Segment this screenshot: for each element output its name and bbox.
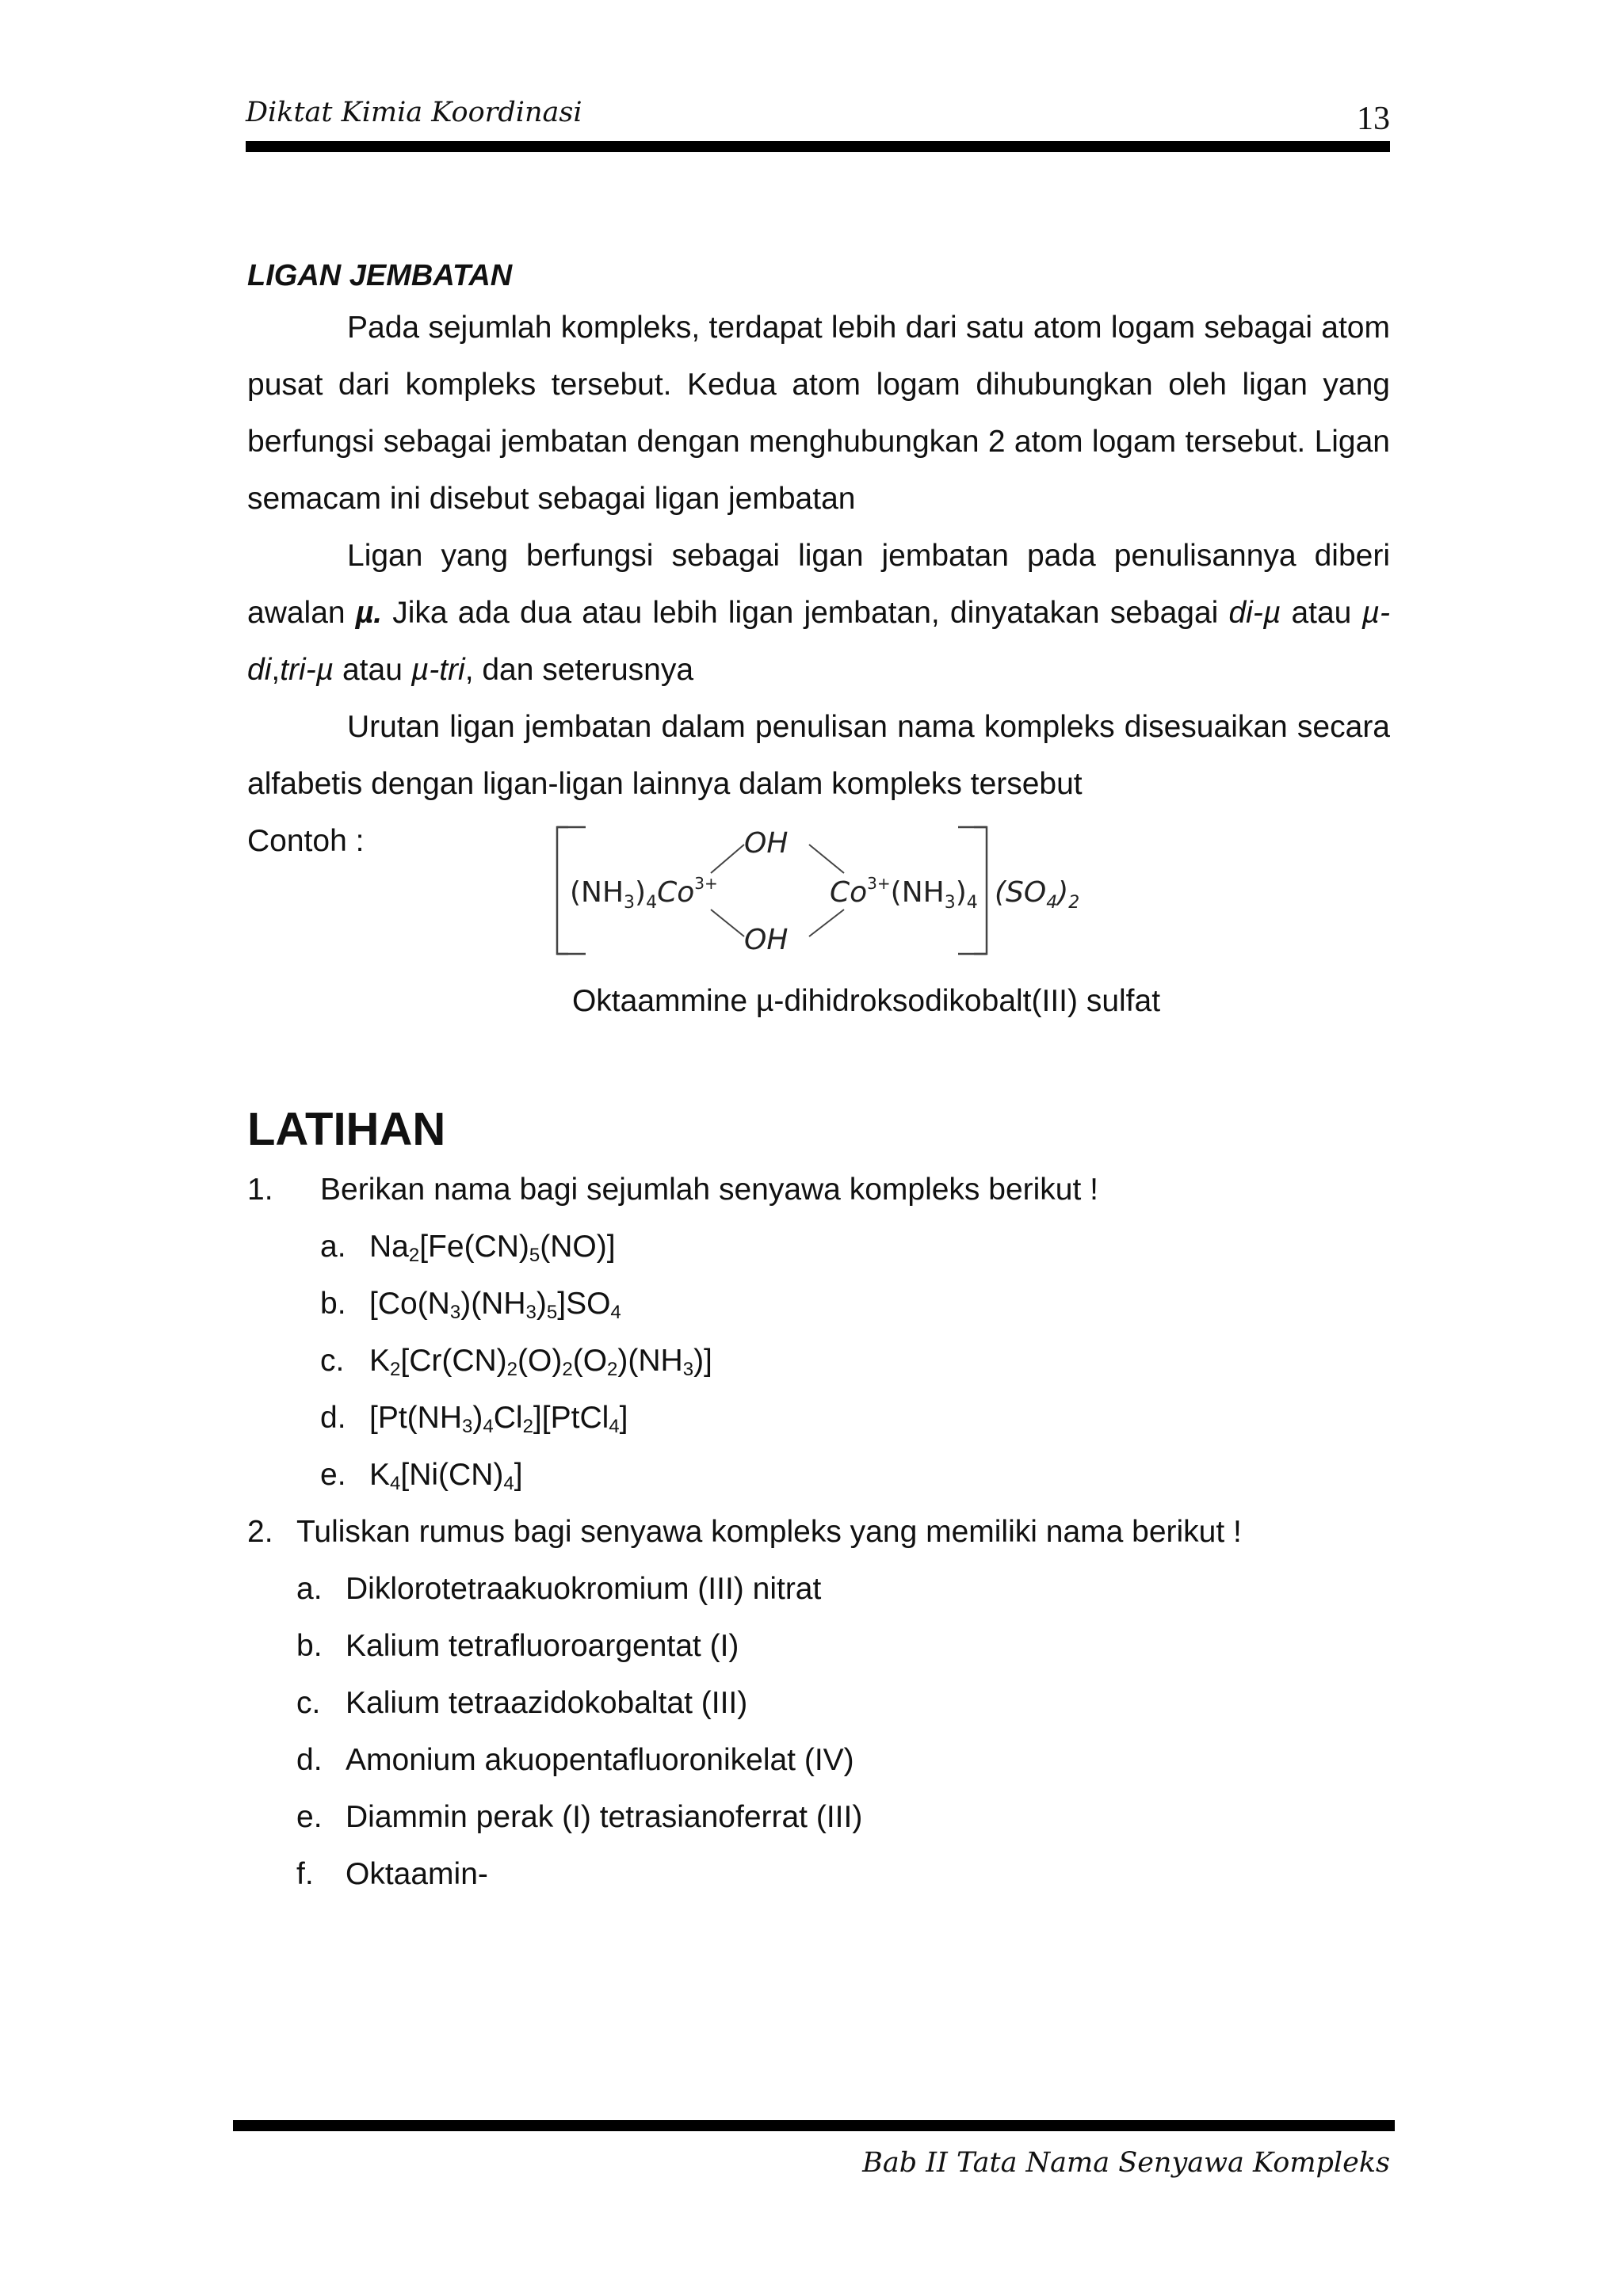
bridged-complex-formula xyxy=(554,818,1093,968)
q2-item-d: d. Amonium akuopentafluoronikelat (IV) xyxy=(296,1743,854,1777)
q2-item-e: e. Diammin perak (I) tetrasianoferrat (III) xyxy=(296,1800,863,1834)
question-2 xyxy=(247,1504,1390,1561)
bond-left-top xyxy=(711,845,744,873)
svg-text:Co3+(NH3)4: $Co^{3+}(NH_3)_4$ xyxy=(830,874,978,913)
bond-left-bottom xyxy=(711,910,744,936)
svg-text:OH xyxy=(744,827,788,860)
footer-rule xyxy=(233,2120,1395,2131)
left-cobalt: Co xyxy=(657,876,695,909)
example-caption: Oktaammine µ-dihidroksodikobalt(III) sulfat xyxy=(571,984,1161,1018)
header-rule xyxy=(246,141,1390,152)
prefix-di-mu: di-µ xyxy=(1228,596,1281,630)
bond-right-top xyxy=(809,845,844,873)
q1-item-e: e. $K_4[Ni(CN)_4]$ xyxy=(320,1458,523,1494)
prefix-mu-di: µ-di xyxy=(247,596,1391,687)
left-bracket xyxy=(557,827,568,954)
q2-item-c: c. Kalium tetraazidokobaltat (III) xyxy=(296,1686,748,1720)
paragraph-prefix xyxy=(247,528,1390,699)
sulfate-ion: (SO xyxy=(995,876,1047,909)
q2-item-b: b. Kalium tetrafluoroargentat (I) xyxy=(296,1629,739,1663)
svg-text:OH xyxy=(744,924,788,956)
q1-item-a: a. $Na_2[Fe(CN)_5(NO)]$ xyxy=(320,1230,616,1266)
bridge-oh-top: OH xyxy=(744,827,789,860)
mu-symbol: µ. xyxy=(355,596,383,630)
prefix-tri-mu: tri-µ xyxy=(280,653,334,687)
prefix-text-5: atau xyxy=(334,653,411,687)
page-number: 13 xyxy=(1357,101,1390,137)
bond-right-bottom xyxy=(809,910,844,936)
svg-text:(NH3)4Co3+: $(NH_3)_4Co^{3+}$ xyxy=(570,874,718,913)
question-1-text: Berikan nama bagi sejumlah senyawa kompleks berikut ! xyxy=(320,1173,1098,1207)
right-bracket xyxy=(974,827,987,954)
svg-text:(SO4)2: $(SO_4)_2$ xyxy=(995,876,1080,913)
example-label: Contoh : xyxy=(247,824,365,858)
question-2-number: 2. xyxy=(247,1515,273,1549)
bridge-oh-bottom: OH xyxy=(744,924,789,956)
prefix-text-2: Jika ada dua atau lebih ligan jembatan, dinyatakan sebagai xyxy=(382,596,1229,630)
prefix-mu-tri: µ-tri xyxy=(411,653,465,687)
q1-item-c: c. $K_2[Cr(CN)_2(O)_2(O_2)(NH_3)]$ xyxy=(320,1344,712,1380)
question-1-number: 1. xyxy=(247,1173,273,1207)
prefix-text-4: , xyxy=(271,653,281,687)
right-cobalt: Co xyxy=(830,876,868,909)
footer-title: Bab II Tata Nama Senyawa Kompleks xyxy=(862,2147,1390,2179)
header-title: Diktat Kimia Koordinasi xyxy=(246,97,582,128)
section-title: LIGAN JEMBATAN xyxy=(247,259,513,292)
latihan-title: LATIHAN xyxy=(247,1104,446,1155)
page-content xyxy=(247,252,1390,1903)
question-1 xyxy=(247,1161,1390,1219)
q1-item-b: b. $[Co(N_3)(NH_3)_5]SO_4$ xyxy=(320,1287,621,1323)
prefix-text-3: atau xyxy=(1281,596,1362,630)
q1-item-d: d. $[Pt(NH_3)_4Cl_2][PtCl_4]$ xyxy=(320,1401,628,1437)
paragraph-intro: Pada sejumlah kompleks, terdapat lebih dari satu atom logam sebagai atom pusat dari kompleks tersebut. Kedua atom logam dihubungkan oleh ligan yang berfungsi sebagai jembatan dengan menghubungkan 2 atom logam tersebut. Ligan semacam ini disebut sebagai ligan jembatan xyxy=(247,311,1390,516)
paragraph-order: Urutan ligan jembatan dalam penulisan nama kompleks disesuaikan secara alfabetis dengan ligan-ligan lainnya dalam kompleks tersebut xyxy=(247,710,1390,801)
prefix-text-1: Ligan yang berfungsi sebagai ligan jembatan pada penulisannya diberi awalan xyxy=(247,539,1390,630)
prefix-text-6: , dan seterusnya xyxy=(464,653,694,687)
example-row xyxy=(247,813,1390,971)
q2-item-f: f. Oktaamin- xyxy=(296,1857,488,1891)
question-2-text: Tuliskan rumus bagi senyawa kompleks yang memiliki nama berikut ! xyxy=(296,1515,1242,1549)
q2-item-a: a. Diklorotetraakuokromium (III) nitrat xyxy=(296,1572,822,1606)
